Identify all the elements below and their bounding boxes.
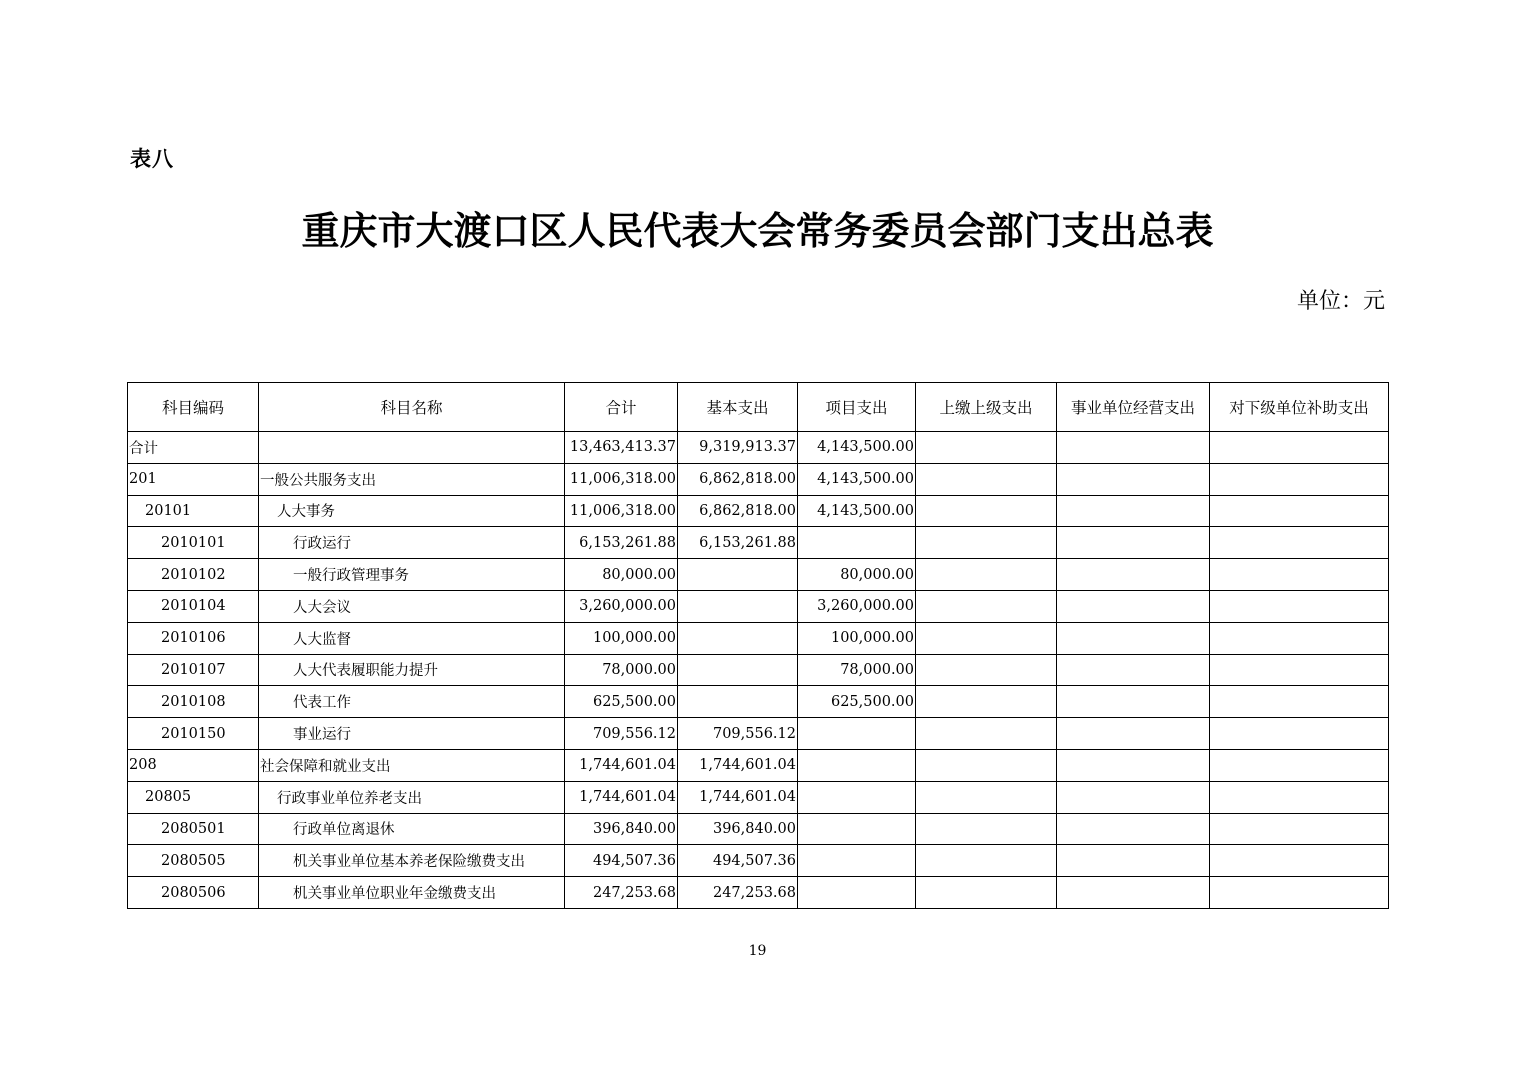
cell-business [1057,749,1210,781]
cell-project: 100,000.00 [798,622,916,654]
cell-upper [916,432,1057,464]
cell-code: 合计 [128,432,259,464]
cell-basic: 709,556.12 [678,718,798,750]
cell-upper [916,590,1057,622]
table-label: 表八 [130,147,174,171]
cell-project [798,845,916,877]
cell-code: 2010104 [128,590,259,622]
cell-subsidy [1210,749,1389,781]
cell-name: 人大代表履职能力提升 [259,654,565,686]
cell-code: 2010101 [128,527,259,559]
table-row [128,559,1389,591]
cell-business [1057,622,1210,654]
cell-total: 709,556.12 [565,718,678,750]
cell-basic: 1,744,601.04 [678,781,798,813]
cell-subsidy [1210,463,1389,495]
table-row [128,590,1389,622]
cell-name: 行政单位离退休 [259,813,565,845]
cell-total: 1,744,601.04 [565,749,678,781]
cell-subsidy [1210,813,1389,845]
cell-code: 2080501 [128,813,259,845]
table-row [128,463,1389,495]
cell-name: 行政运行 [259,527,565,559]
cell-code: 2010107 [128,654,259,686]
unit-label: 单位：元 [1296,289,1385,314]
cell-subsidy [1210,622,1389,654]
cell-code: 2010108 [128,686,259,718]
cell-upper [916,622,1057,654]
cell-upper [916,463,1057,495]
cell-project [798,781,916,813]
cell-business [1057,813,1210,845]
cell-code: 20805 [128,781,259,813]
cell-basic: 6,862,818.00 [678,495,798,527]
cell-basic: 494,507.36 [678,845,798,877]
expenditure-table [127,382,1389,909]
cell-name: 人大会议 [259,590,565,622]
cell-business [1057,463,1210,495]
cell-business [1057,877,1210,909]
cell-basic: 396,840.00 [678,813,798,845]
table-row [128,495,1389,527]
cell-business [1057,686,1210,718]
table-row [128,527,1389,559]
cell-basic: 6,862,818.00 [678,463,798,495]
cell-subsidy [1210,495,1389,527]
cell-subsidy [1210,590,1389,622]
table-row [128,749,1389,781]
cell-total: 100,000.00 [565,622,678,654]
cell-total: 494,507.36 [565,845,678,877]
cell-project: 80,000.00 [798,559,916,591]
cell-project: 625,500.00 [798,686,916,718]
cell-name [259,432,565,464]
cell-upper [916,686,1057,718]
cell-subsidy [1210,654,1389,686]
cell-project: 3,260,000.00 [798,590,916,622]
cell-basic: 247,253.68 [678,877,798,909]
table-row [128,877,1389,909]
cell-subsidy [1210,527,1389,559]
cell-code: 2080505 [128,845,259,877]
cell-subsidy [1210,686,1389,718]
cell-total: 6,153,261.88 [565,527,678,559]
cell-project: 4,143,500.00 [798,432,916,464]
header-total: 合计 [565,383,678,432]
cell-business [1057,654,1210,686]
cell-project [798,718,916,750]
table-row [128,432,1389,464]
table-row [128,845,1389,877]
cell-business [1057,527,1210,559]
cell-basic: 9,319,913.37 [678,432,798,464]
header-project: 项目支出 [798,383,916,432]
cell-business [1057,559,1210,591]
cell-upper [916,495,1057,527]
cell-upper [916,781,1057,813]
cell-total: 247,253.68 [565,877,678,909]
cell-upper [916,877,1057,909]
cell-name: 人大事务 [259,495,565,527]
page-number: 19 [748,943,767,959]
cell-upper [916,813,1057,845]
cell-subsidy [1210,845,1389,877]
cell-total: 78,000.00 [565,654,678,686]
cell-subsidy [1210,432,1389,464]
cell-total: 11,006,318.00 [565,495,678,527]
cell-basic [678,559,798,591]
header-upper: 上缴上级支出 [916,383,1057,432]
cell-basic [678,686,798,718]
cell-business [1057,495,1210,527]
cell-total: 625,500.00 [565,686,678,718]
cell-code: 2010106 [128,622,259,654]
table-row [128,622,1389,654]
cell-basic: 6,153,261.88 [678,527,798,559]
cell-total: 11,006,318.00 [565,463,678,495]
header-code: 科目编码 [128,383,259,432]
table-row [128,813,1389,845]
cell-code: 20101 [128,495,259,527]
table-row [128,654,1389,686]
table-row [128,781,1389,813]
cell-name: 社会保障和就业支出 [259,749,565,781]
header-name: 科目名称 [259,383,565,432]
cell-subsidy [1210,718,1389,750]
header-subsidy: 对下级单位补助支出 [1210,383,1389,432]
cell-code: 2010150 [128,718,259,750]
cell-project [798,877,916,909]
cell-business [1057,432,1210,464]
cell-project [798,749,916,781]
cell-code: 2010102 [128,559,259,591]
cell-upper [916,654,1057,686]
cell-subsidy [1210,559,1389,591]
cell-name: 行政事业单位养老支出 [259,781,565,813]
table-header-row [128,383,1389,432]
header-business: 事业单位经营支出 [1057,383,1210,432]
table-row [128,686,1389,718]
cell-business [1057,845,1210,877]
cell-upper [916,749,1057,781]
cell-total: 1,744,601.04 [565,781,678,813]
cell-total: 80,000.00 [565,559,678,591]
cell-upper [916,845,1057,877]
cell-business [1057,718,1210,750]
cell-upper [916,718,1057,750]
cell-subsidy [1210,781,1389,813]
cell-name: 一般公共服务支出 [259,463,565,495]
cell-code: 208 [128,749,259,781]
cell-business [1057,590,1210,622]
cell-total: 13,463,413.37 [565,432,678,464]
cell-name: 人大监督 [259,622,565,654]
cell-basic [678,590,798,622]
header-basic: 基本支出 [678,383,798,432]
cell-code: 201 [128,463,259,495]
cell-name: 机关事业单位职业年金缴费支出 [259,877,565,909]
cell-project: 4,143,500.00 [798,495,916,527]
cell-project [798,527,916,559]
cell-basic [678,622,798,654]
cell-name: 一般行政管理事务 [259,559,565,591]
cell-basic [678,654,798,686]
cell-business [1057,781,1210,813]
document-title: 重庆市大渡口区人民代表大会常务委员会部门支出总表 [301,209,1214,253]
cell-project [798,813,916,845]
cell-basic: 1,744,601.04 [678,749,798,781]
cell-project: 78,000.00 [798,654,916,686]
cell-name: 事业运行 [259,718,565,750]
cell-code: 2080506 [128,877,259,909]
cell-name: 机关事业单位基本养老保险缴费支出 [259,845,565,877]
cell-upper [916,527,1057,559]
cell-upper [916,559,1057,591]
cell-total: 3,260,000.00 [565,590,678,622]
cell-total: 396,840.00 [565,813,678,845]
cell-name: 代表工作 [259,686,565,718]
cell-subsidy [1210,877,1389,909]
table-row [128,718,1389,750]
cell-project: 4,143,500.00 [798,463,916,495]
